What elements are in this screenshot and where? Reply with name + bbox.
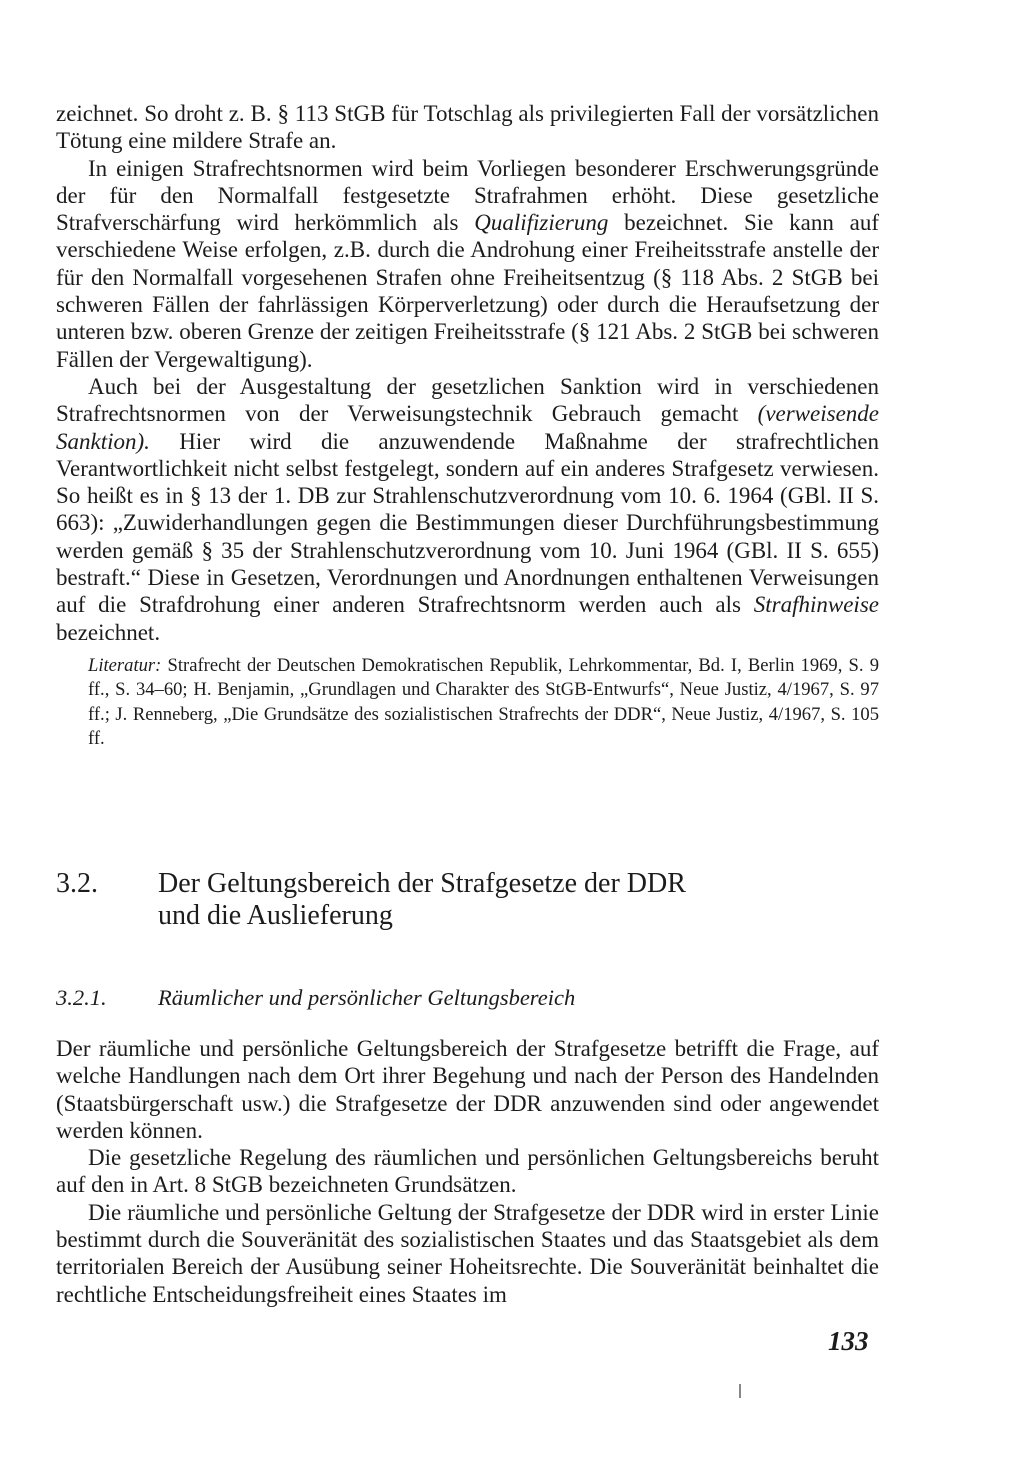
page-number: 133 <box>828 1326 869 1356</box>
paragraph-geltungsbereich: Der räumliche und persönliche Geltungsbereich der Strafgesetze betrifft die Frage, auf welche Handlungen nach dem Ort ihrer Begehung und nach der Person des Handelnden (Staatsbürgerschaft usw.) die Strafgesetze der DDR anzuwenden sind oder angewendet werden können. <box>56 1036 879 1143</box>
scan-mark <box>739 1384 741 1398</box>
section-number: 3.2. <box>56 868 98 899</box>
paragraph-text: Hier wird die anzuwendende Maßnahme der strafrechtlichen Verantwortlichkeit nicht selbst festgelegt, sondern auf ein anderes Strafgesetz verwiesen. So heißt es in § 13 der 1. DB zur Strahlenschutzverordnung vom 10. 6. 1964 (GBl. II S. 663): „Zuwiderhandlungen gegen die Bestimmungen dieser Durchführungsbestimmung werden gemäß § 35 der Strahlenschutzverordnung vom 10. Juni 1964 (GBl. II S. 655) bestraft.“ Diese in Gesetzen, Verordnungen und Anordnungen enthaltenen Verweisungen auf die Strafdrohung einer anderen Strafrechtsnorm werden auch als <box>56 428 879 618</box>
literature-note <box>88 654 879 752</box>
section-title-line: und die Auslieferung <box>158 900 393 931</box>
subsection-title: Räumlicher und persönlicher Geltungsbereich <box>158 985 576 1010</box>
paragraph-continuation <box>56 100 879 155</box>
body-text-bottom <box>56 1035 879 1308</box>
paragraph-text: Auch bei der Ausgestaltung der gesetzlichen Sanktion wird in verschiedenen Strafrechtsnormen von der Verweisungstechnik Gebrauch gemacht <box>56 373 879 427</box>
literature-label: Literatur: <box>88 655 162 676</box>
literature-text: Strafrecht der Deutschen Demokratischen Republik, Lehrkommentar, Bd. I, Berlin 1969, S. 9 ff., S. 34–60; H. Benjamin, „Grundlagen und Charakter des StGB-Entwurfs“, Neue Justiz, 4/1967, S. 97 ff.; J. Renneberg, „Die Grundsätze des sozialistischen Strafrechts der DDR“, Neue Justiz, 4/1967, S. 105 ff. <box>88 655 879 750</box>
paragraph-verweisung <box>56 373 879 646</box>
paragraph-text: In einigen Strafrechtsnormen wird beim Vorliegen besonderer Erschwerungsgründe der für den Normalfall festgesetzte Strafrahmen erhöht. Diese gesetzliche Strafverschärfung wird herkömmlich als <box>56 155 879 236</box>
subsection-number: 3.2.1. <box>56 985 107 1010</box>
paragraph-qualifizierung <box>56 155 879 373</box>
section-title <box>158 868 878 932</box>
section-title-line: Der Geltungsbereich der Strafgesetze der DDR <box>158 868 686 899</box>
body-text-top <box>56 100 879 646</box>
paragraph-text: zeichnet. So droht z. B. § 113 StGB für Totschlag als privilegierten Fall der vorsätzlichen Tötung eine mildere Strafe an. <box>56 101 879 154</box>
paragraph-text: bezeichnet. Sie kann auf verschiedene Weise erfolgen, z.B. durch die Androhung einer Freiheitsstrafe anstelle der für den Normalfall vorgesehenen Strafen ohne Freiheitsentzug (§ 118 Abs. 2 StGB bei schweren Fällen der fahrlässigen Körperverletzung) oder durch die Heraufsetzung der unteren bzw. oberen Grenze der zeitigen Freiheitsstrafe (§ 121 Abs. 2 StGB bei schweren Fällen der Vergewaltigung). <box>56 210 879 372</box>
emphasis-term: (verweisende Sanktion). <box>56 401 879 454</box>
emphasis-term: Strafhinweise <box>753 592 879 618</box>
paragraph-souveraenitaet: Die räumliche und persönliche Geltung der Strafgesetze der DDR wird in erster Linie bestimmt durch die Souveränität des sozialistischen Staates und das Staatsgebiet als dem territorialen Bereich der Ausübung seiner Hoheitsrechte. Die Souveränität beinhaltet die rechtliche Entscheidungsfreiheit eines Staates im <box>56 1199 879 1307</box>
emphasis-term: Qualifizierung <box>474 210 609 236</box>
paragraph-art8: Die gesetzliche Regelung des räumlichen und persönlichen Geltungsbereichs beruht auf den in Art. 8 StGB bezeichneten Grundsätzen. <box>56 1145 879 1198</box>
paragraph-text: bezeichnet. <box>56 619 161 645</box>
